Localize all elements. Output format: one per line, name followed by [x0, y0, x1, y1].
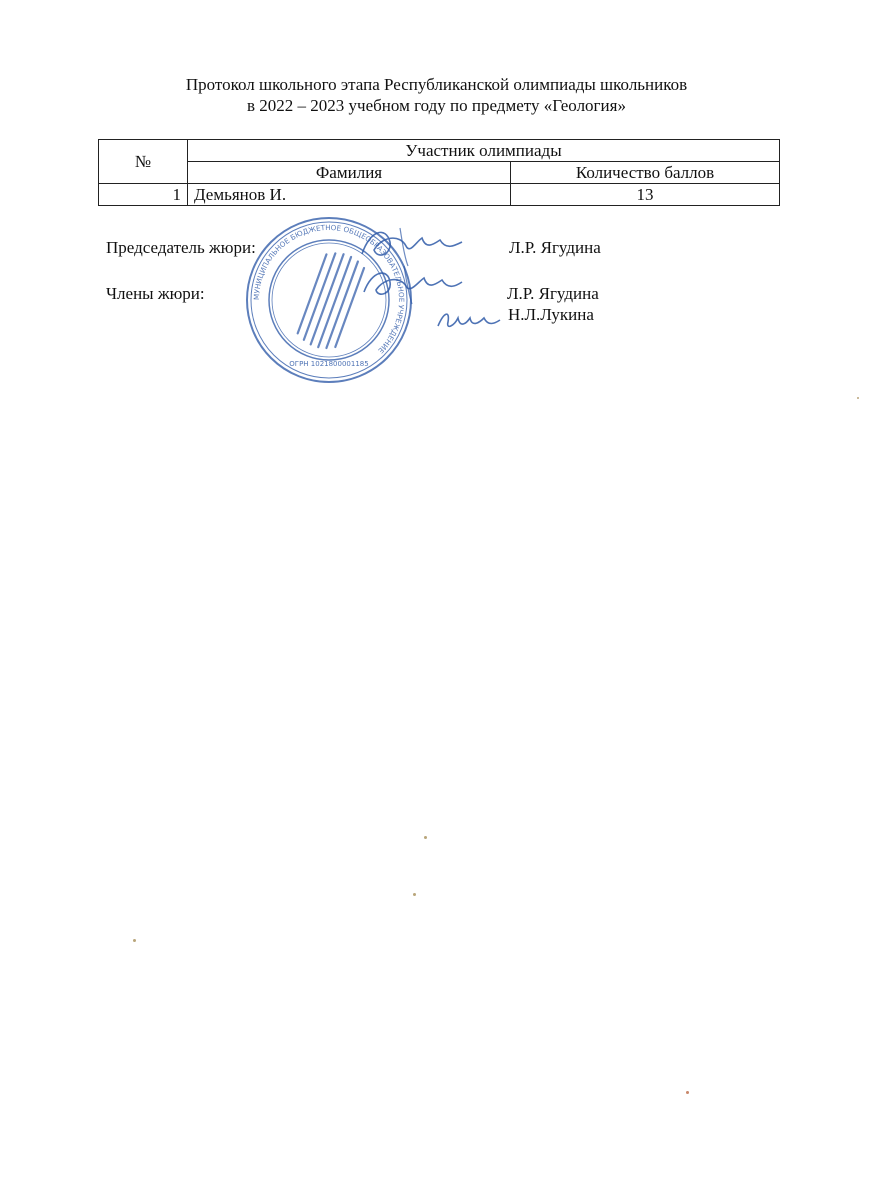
scan-speck — [686, 1091, 689, 1094]
scan-speck — [424, 836, 427, 839]
member-signature-2-icon — [434, 302, 504, 336]
row-score: 13 — [511, 184, 780, 206]
participant-header: Участник олимпиады — [188, 140, 780, 162]
row-number: 1 — [99, 184, 188, 206]
surname-header: Фамилия — [188, 162, 511, 184]
table-header-row — [99, 140, 780, 162]
results-table — [98, 139, 780, 206]
title-line-2: в 2022 – 2023 учебном году по предмету «Геология» — [247, 96, 626, 115]
scan-speck — [133, 939, 136, 942]
stamp-ogrn-text: ОГРН 1021800001185 — [289, 360, 369, 368]
scan-speck — [413, 893, 416, 896]
title-line-1: Протокол школьного этапа Республиканской олимпиады школьников — [185, 75, 688, 94]
table-row — [99, 184, 780, 206]
chair-label: Председатель жюри: — [106, 238, 256, 257]
member-name-2: Н.Л.Лукина — [508, 305, 594, 324]
number-header: № — [99, 140, 188, 184]
chair-name: Л.Р. Ягудина — [509, 238, 601, 257]
document-title — [0, 74, 873, 116]
row-surname: Демьянов И. — [188, 184, 511, 206]
table-subheader-row — [99, 162, 780, 184]
members-label: Члены жюри: — [106, 284, 205, 303]
scan-speck — [857, 397, 859, 399]
member-name-1: Л.Р. Ягудина — [507, 284, 599, 303]
score-header: Количество баллов — [511, 162, 780, 184]
stamp-ring-text: МУНИЦИПАЛЬНОЕ БЮДЖЕТНОЕ ОБЩЕОБРАЗОВАТЕЛЬНОЕ УЧРЕЖДЕНИЕ — [251, 222, 407, 356]
